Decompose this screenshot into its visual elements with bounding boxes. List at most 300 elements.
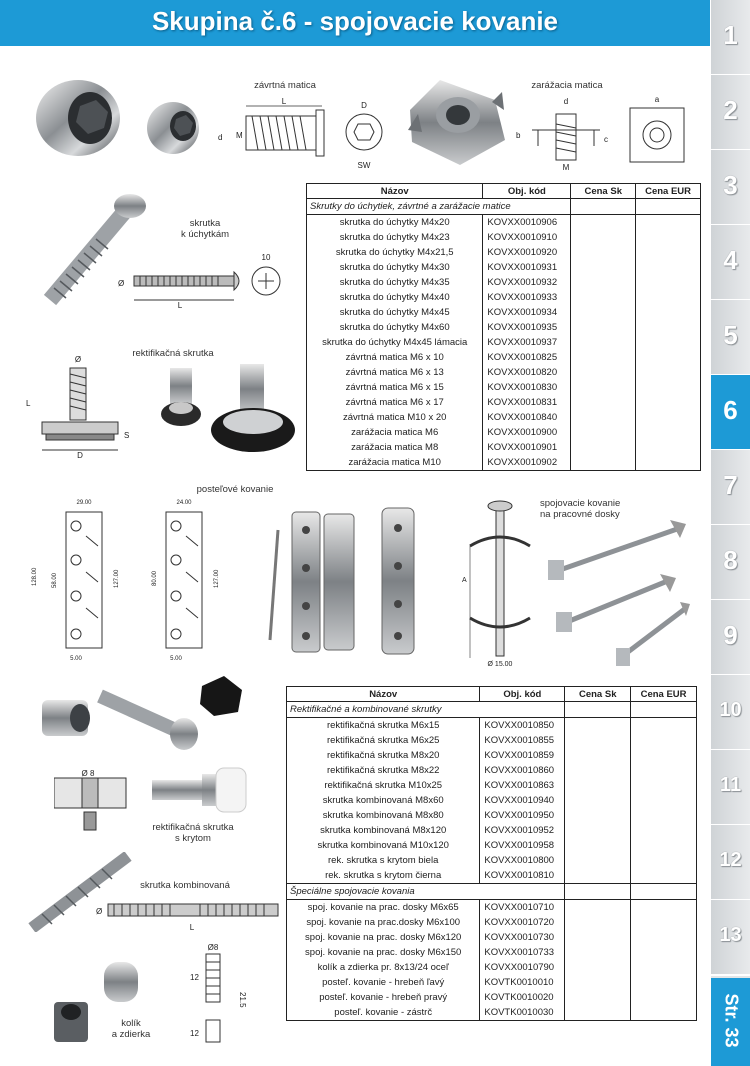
product-code: KOVXX0010720 bbox=[480, 915, 565, 930]
dim-label: d bbox=[218, 133, 223, 142]
product-code: KOVXX0010940 bbox=[480, 793, 565, 808]
table-row bbox=[307, 275, 701, 290]
chapter-tab-11[interactable] bbox=[711, 750, 750, 826]
leveling-screw-drawing bbox=[20, 350, 140, 460]
price-eur-cell bbox=[636, 335, 701, 350]
product-name: skrutka kombinovaná M10x120 bbox=[287, 838, 480, 853]
product-code: KOVXX0010937 bbox=[483, 335, 571, 350]
price-eur-cell bbox=[631, 1005, 697, 1021]
price-sk-cell bbox=[571, 320, 636, 335]
caption-rektifikacna-skrutka: rektifikačná skrutka bbox=[132, 348, 214, 359]
price-sk-cell bbox=[565, 915, 631, 930]
dim-label: 127.00 bbox=[114, 569, 120, 588]
chapter-tab-label: 11 bbox=[719, 774, 742, 796]
price-sk-cell bbox=[571, 275, 636, 290]
product-code: KOVXX0010932 bbox=[483, 275, 571, 290]
product-code: KOVXX0010855 bbox=[480, 733, 565, 748]
price-sk-cell bbox=[565, 975, 631, 990]
product-name: skrutka do úchytky M4x23 bbox=[307, 230, 483, 245]
table-row bbox=[287, 990, 697, 1005]
caption-skrutka-kombinovana: skrutka kombinovaná bbox=[140, 880, 230, 891]
dim-label: a bbox=[654, 95, 660, 104]
chapter-tab-label: 3 bbox=[723, 170, 738, 200]
price-eur-cell bbox=[631, 823, 697, 838]
product-code: KOVTK0010030 bbox=[480, 1005, 565, 1021]
column-header: Cena Sk bbox=[565, 687, 631, 702]
dim-label: SW bbox=[357, 161, 371, 170]
price-sk-cell bbox=[565, 702, 631, 718]
product-code: KOVXX0010830 bbox=[483, 380, 571, 395]
price-eur-cell bbox=[631, 733, 697, 748]
dim-label: b bbox=[516, 131, 521, 140]
dim-label: 12 bbox=[190, 973, 199, 982]
dim-label: 80.00 bbox=[152, 570, 158, 586]
dim-label: 58.00 bbox=[52, 572, 58, 588]
table-row bbox=[307, 230, 701, 245]
price-eur-cell bbox=[631, 838, 697, 853]
price-sk-cell bbox=[565, 853, 631, 868]
caption-zarazacia-matica: zarážacia matica bbox=[531, 80, 603, 91]
chapter-tab-3[interactable] bbox=[711, 150, 750, 226]
product-code: KOVXX0010950 bbox=[480, 808, 565, 823]
price-sk-cell bbox=[571, 350, 636, 365]
chapter-tab-label: 10 bbox=[719, 699, 742, 721]
worktop-connector-drawing bbox=[450, 498, 550, 670]
column-header: Obj. kód bbox=[483, 184, 571, 199]
connector-section-drawing bbox=[54, 768, 134, 838]
price-sk-cell bbox=[565, 868, 631, 884]
dim-label: c bbox=[604, 135, 608, 144]
caption-line: skrutka bbox=[189, 218, 221, 229]
product-code: KOVXX0010910 bbox=[483, 230, 571, 245]
product-name: skrutka do úchytky M4x40 bbox=[307, 290, 483, 305]
chapter-tab-label: 9 bbox=[723, 620, 738, 650]
price-sk-cell bbox=[565, 718, 631, 734]
price-eur-cell bbox=[636, 380, 701, 395]
price-eur-cell bbox=[631, 808, 697, 823]
caption-line: a zdierka bbox=[111, 1029, 151, 1040]
product-code: KOVTK0010020 bbox=[480, 990, 565, 1005]
price-eur-cell bbox=[631, 868, 697, 884]
chapter-tab-label: 7 bbox=[723, 470, 738, 500]
product-name: skrutka kombinovaná M8x80 bbox=[287, 808, 480, 823]
price-eur-cell bbox=[636, 230, 701, 245]
caption-line: na pracovné dosky bbox=[540, 509, 620, 520]
bed-fitting-photo bbox=[262, 500, 452, 660]
price-sk-cell bbox=[565, 778, 631, 793]
product-name: spoj. kovanie na prac. dosky M6x65 bbox=[287, 900, 480, 916]
price-eur-cell bbox=[631, 884, 697, 900]
product-name: zarážacia matica M8 bbox=[307, 440, 483, 455]
table-row bbox=[287, 718, 697, 734]
product-code: KOVTK0010010 bbox=[480, 975, 565, 990]
dim-label: L bbox=[189, 923, 195, 932]
price-sk-cell bbox=[565, 900, 631, 916]
chapter-tabs bbox=[711, 0, 750, 1066]
dim-label: M bbox=[236, 131, 243, 140]
product-name: skrutka kombinovaná M8x60 bbox=[287, 793, 480, 808]
table-row bbox=[287, 930, 697, 945]
table-header-row bbox=[287, 687, 697, 702]
price-eur-cell bbox=[636, 245, 701, 260]
price-sk-cell bbox=[571, 395, 636, 410]
chapter-tab-9[interactable] bbox=[711, 600, 750, 676]
section-title: Skrutky do úchytiek, závrtné a zarážacie matice bbox=[307, 199, 571, 215]
dim-label: A bbox=[462, 577, 467, 584]
price-sk-cell bbox=[571, 410, 636, 425]
table-header-row bbox=[307, 184, 701, 199]
price-sk-cell bbox=[565, 748, 631, 763]
dim-label: 10 bbox=[261, 253, 271, 262]
chapter-tab-label: 1 bbox=[723, 20, 738, 50]
section-title: Špeciálne spojovacie kovania bbox=[287, 884, 565, 900]
product-name: rektifikačná skrutka M8x20 bbox=[287, 748, 480, 763]
chapter-tab-10[interactable] bbox=[711, 675, 750, 751]
price-sk-cell bbox=[565, 884, 631, 900]
table-row bbox=[307, 245, 701, 260]
dim-label: 24.00 bbox=[176, 500, 192, 506]
product-name: skrutka kombinovaná M8x120 bbox=[287, 823, 480, 838]
page-title: Skupina č.6 - spojovacie kovanie bbox=[151, 6, 559, 36]
chapter-tab-13[interactable] bbox=[711, 900, 750, 976]
column-header: Cena EUR bbox=[636, 184, 701, 199]
combined-screw-drawing bbox=[94, 894, 294, 934]
dim-label: Ø bbox=[96, 907, 103, 916]
dim-label: L bbox=[281, 97, 287, 106]
table-row bbox=[287, 945, 697, 960]
price-eur-cell bbox=[631, 930, 697, 945]
chapter-tab-4[interactable] bbox=[711, 225, 750, 301]
price-sk-cell bbox=[565, 733, 631, 748]
price-eur-cell bbox=[636, 215, 701, 231]
page-header bbox=[0, 0, 710, 46]
product-name: posteľ. kovanie - hrebeň pravý bbox=[287, 990, 480, 1005]
product-name: skrutka do úchytky M4x20 bbox=[307, 215, 483, 231]
table-row bbox=[307, 440, 701, 455]
product-name: závrtná matica M6 x 13 bbox=[307, 365, 483, 380]
table-row bbox=[307, 455, 701, 471]
caption-kolik-zdierka bbox=[106, 1018, 156, 1040]
price-eur-cell bbox=[631, 900, 697, 916]
product-name: skrutka do úchytky M4x45 bbox=[307, 305, 483, 320]
price-sk-cell bbox=[565, 1005, 631, 1021]
table-row bbox=[307, 365, 701, 380]
product-code: KOVXX0010810 bbox=[480, 868, 565, 884]
price-eur-cell bbox=[631, 945, 697, 960]
product-code: KOVXX0010790 bbox=[480, 960, 565, 975]
table-row bbox=[287, 900, 697, 916]
chapter-tab-label: 2 bbox=[723, 95, 738, 125]
price-sk-cell bbox=[571, 380, 636, 395]
caption-rektifikacna-s-krytom bbox=[138, 822, 248, 844]
product-name: spoj. kovanie na prac. dosky M6x120 bbox=[287, 930, 480, 945]
bed-fitting-drawing bbox=[22, 496, 262, 666]
price-eur-cell bbox=[636, 290, 701, 305]
price-sk-cell bbox=[565, 808, 631, 823]
product-name: posteľ. kovanie - zástrč bbox=[287, 1005, 480, 1021]
product-code: KOVXX0010900 bbox=[483, 425, 571, 440]
price-sk-cell bbox=[565, 945, 631, 960]
price-sk-cell bbox=[565, 823, 631, 838]
page-number-badge bbox=[711, 978, 750, 1066]
price-sk-cell bbox=[565, 960, 631, 975]
product-code: KOVXX0010906 bbox=[483, 215, 571, 231]
worktop-connector-photo bbox=[540, 520, 700, 670]
chapter-tab-7[interactable] bbox=[711, 450, 750, 526]
price-sk-cell bbox=[571, 365, 636, 380]
chapter-tab-label: 8 bbox=[723, 545, 738, 575]
section-row bbox=[287, 702, 697, 718]
product-code: KOVXX0010958 bbox=[480, 838, 565, 853]
price-sk-cell bbox=[571, 335, 636, 350]
price-sk-cell bbox=[571, 199, 636, 215]
price-sk-cell bbox=[571, 440, 636, 455]
product-code: KOVXX0010850 bbox=[480, 718, 565, 734]
product-name: skrutka do úchytky M4x21,5 bbox=[307, 245, 483, 260]
product-code: KOVXX0010952 bbox=[480, 823, 565, 838]
table-row bbox=[287, 1005, 697, 1021]
dim-label: 128.00 bbox=[32, 567, 38, 586]
dim-label: D bbox=[361, 101, 367, 110]
product-code: KOVXX0010730 bbox=[480, 930, 565, 945]
product-name: závrtná matica M10 x 20 bbox=[307, 410, 483, 425]
product-code: KOVXX0010931 bbox=[483, 260, 571, 275]
price-eur-cell bbox=[631, 990, 697, 1005]
price-sk-cell bbox=[571, 290, 636, 305]
section-row bbox=[287, 884, 697, 900]
caption-line: k úchytkám bbox=[180, 229, 230, 240]
price-sk-cell bbox=[571, 455, 636, 471]
price-sk-cell bbox=[565, 763, 631, 778]
column-header: Názov bbox=[307, 184, 483, 199]
product-code: KOVXX0010859 bbox=[480, 748, 565, 763]
chapter-tab-5[interactable] bbox=[711, 300, 750, 376]
price-eur-cell bbox=[636, 425, 701, 440]
price-eur-cell bbox=[631, 748, 697, 763]
table-row bbox=[307, 305, 701, 320]
price-eur-cell bbox=[631, 975, 697, 990]
price-eur-cell bbox=[631, 915, 697, 930]
caption-zavrtna-matica: závrtná matica bbox=[254, 80, 316, 91]
price-eur-cell bbox=[631, 793, 697, 808]
product-code: KOVXX0010840 bbox=[483, 410, 571, 425]
chapter-tab-12[interactable] bbox=[711, 825, 750, 901]
product-name: skrutka do úchytky M4x30 bbox=[307, 260, 483, 275]
price-sk-cell bbox=[571, 245, 636, 260]
chapter-tab-8[interactable] bbox=[711, 525, 750, 601]
dim-label: M bbox=[562, 163, 570, 172]
product-name: skrutka do úchytky M4x45 lámacia bbox=[307, 335, 483, 350]
product-name: rektifikačná skrutka M6x25 bbox=[287, 733, 480, 748]
product-table-1 bbox=[306, 183, 701, 471]
product-code: KOVXX0010901 bbox=[483, 440, 571, 455]
price-sk-cell bbox=[565, 838, 631, 853]
table-row bbox=[287, 960, 697, 975]
table-row bbox=[287, 838, 697, 853]
column-header: Názov bbox=[287, 687, 480, 702]
product-name: skrutka do úchytky M4x35 bbox=[307, 275, 483, 290]
section-title: Rektifikačné a kombinované skrutky bbox=[287, 702, 565, 718]
dim-label: Ø bbox=[74, 355, 82, 364]
caption-line: s krytom bbox=[175, 833, 211, 844]
price-sk-cell bbox=[571, 260, 636, 275]
zarazacia-matica-drawing bbox=[508, 94, 698, 174]
product-name: rek. skrutka s krytom čierna bbox=[287, 868, 480, 884]
dim-label: d bbox=[563, 97, 569, 106]
caption-postelove-kovanie: posteľové kovanie bbox=[196, 484, 274, 495]
price-eur-cell bbox=[631, 718, 697, 734]
product-code: KOVXX0010800 bbox=[480, 853, 565, 868]
dowel-drawing bbox=[180, 940, 260, 1046]
caption-spojovacie-kovanie bbox=[540, 498, 645, 520]
caption-line: kolík bbox=[121, 1018, 141, 1029]
table-row bbox=[287, 793, 697, 808]
insert-nut-photo bbox=[28, 70, 228, 160]
table-row bbox=[307, 380, 701, 395]
dim-label: 21.5 bbox=[238, 992, 247, 1008]
chapter-tab-1[interactable] bbox=[711, 0, 750, 76]
price-eur-cell bbox=[631, 763, 697, 778]
price-eur-cell bbox=[636, 260, 701, 275]
product-name: rektifikačná skrutka M10x25 bbox=[287, 778, 480, 793]
price-eur-cell bbox=[636, 365, 701, 380]
product-code: KOVXX0010825 bbox=[483, 350, 571, 365]
price-sk-cell bbox=[565, 990, 631, 1005]
price-eur-cell bbox=[636, 410, 701, 425]
tee-nut-photo bbox=[400, 70, 515, 170]
price-eur-cell bbox=[636, 440, 701, 455]
handle-screw-drawing bbox=[110, 250, 290, 310]
dim-label: D bbox=[77, 451, 83, 460]
product-code: KOVXX0010831 bbox=[483, 395, 571, 410]
chapter-tab-label: 4 bbox=[723, 245, 738, 275]
chapter-tab-label: 5 bbox=[723, 320, 738, 350]
product-name: závrtná matica M6 x 10 bbox=[307, 350, 483, 365]
product-name: závrtná matica M6 x 15 bbox=[307, 380, 483, 395]
price-sk-cell bbox=[565, 793, 631, 808]
table-row bbox=[287, 915, 697, 930]
table-row bbox=[287, 975, 697, 990]
price-eur-cell bbox=[636, 199, 701, 215]
price-sk-cell bbox=[571, 215, 636, 231]
product-code: KOVXX0010733 bbox=[480, 945, 565, 960]
product-name: rektifikačná skrutka M6x15 bbox=[287, 718, 480, 734]
table-row bbox=[287, 808, 697, 823]
price-sk-cell bbox=[571, 425, 636, 440]
dim-label: Ø 8 bbox=[81, 769, 95, 778]
product-code: KOVXX0010934 bbox=[483, 305, 571, 320]
dim-label: S bbox=[124, 431, 130, 440]
dim-label: L bbox=[26, 399, 31, 408]
product-name: závrtná matica M6 x 17 bbox=[307, 395, 483, 410]
caption-line: rektifikačná skrutka bbox=[152, 822, 234, 833]
dim-label: 12 bbox=[190, 1029, 199, 1038]
price-eur-cell bbox=[631, 853, 697, 868]
product-table-2 bbox=[286, 686, 697, 1021]
product-code: KOVXX0010935 bbox=[483, 320, 571, 335]
price-eur-cell bbox=[631, 778, 697, 793]
product-code: KOVXX0010920 bbox=[483, 245, 571, 260]
table-row bbox=[307, 215, 701, 231]
dim-label: L bbox=[177, 301, 183, 310]
product-code: KOVXX0010902 bbox=[483, 455, 571, 471]
table-row bbox=[307, 350, 701, 365]
product-name: kolík a zdierka pr. 8x13/24 oceľ bbox=[287, 960, 480, 975]
table-row bbox=[287, 733, 697, 748]
covered-leveling-screw-photo bbox=[142, 760, 262, 820]
column-header: Cena Sk bbox=[571, 184, 636, 199]
caption-line: spojovacie kovanie bbox=[540, 498, 621, 509]
product-code: KOVXX0010933 bbox=[483, 290, 571, 305]
chapter-tab-label: 13 bbox=[719, 924, 742, 946]
price-eur-cell bbox=[636, 395, 701, 410]
chapter-tab-label: 12 bbox=[719, 849, 742, 871]
price-eur-cell bbox=[636, 320, 701, 335]
product-name: spoj. kovanie na prac.dosky M6x100 bbox=[287, 915, 480, 930]
product-name: rektifikačná skrutka M8x22 bbox=[287, 763, 480, 778]
table-row bbox=[307, 260, 701, 275]
product-name: spoj. kovanie na prac. dosky M6x150 bbox=[287, 945, 480, 960]
product-code: KOVXX0010820 bbox=[483, 365, 571, 380]
table-row bbox=[307, 425, 701, 440]
dim-label: 127.00 bbox=[214, 569, 220, 588]
connector-bolt-photo bbox=[34, 672, 244, 762]
leveling-screw-photo bbox=[150, 360, 310, 460]
price-eur-cell bbox=[636, 305, 701, 320]
chapter-tab-label: 6 bbox=[723, 395, 738, 425]
table-row bbox=[287, 748, 697, 763]
price-eur-cell bbox=[636, 350, 701, 365]
price-sk-cell bbox=[565, 930, 631, 945]
product-name: skrutka do úchytky M4x60 bbox=[307, 320, 483, 335]
table-row bbox=[287, 763, 697, 778]
table-row bbox=[287, 778, 697, 793]
table-row bbox=[307, 410, 701, 425]
table-row bbox=[307, 320, 701, 335]
dim-label: 5.00 bbox=[170, 656, 182, 662]
dim-label: 5.00 bbox=[70, 656, 82, 662]
table-row bbox=[287, 853, 697, 868]
zavrtna-matica-drawing bbox=[212, 96, 392, 176]
product-code: KOVXX0010860 bbox=[480, 763, 565, 778]
dim-label: Ø 15.00 bbox=[487, 661, 513, 668]
chapter-tab-6[interactable] bbox=[711, 375, 750, 451]
column-header: Cena EUR bbox=[631, 687, 697, 702]
product-name: zarážacia matica M10 bbox=[307, 455, 483, 471]
product-name: posteľ. kovanie - hrebeň ľavý bbox=[287, 975, 480, 990]
product-name: rek. skrutka s krytom biela bbox=[287, 853, 480, 868]
caption-skrutka-uchytkam bbox=[160, 218, 250, 240]
table-row bbox=[307, 395, 701, 410]
product-code: KOVXX0010710 bbox=[480, 900, 565, 916]
product-name: zarážacia matica M6 bbox=[307, 425, 483, 440]
column-header: Obj. kód bbox=[480, 687, 565, 702]
table-row bbox=[287, 823, 697, 838]
price-eur-cell bbox=[636, 275, 701, 290]
chapter-tab-2[interactable] bbox=[711, 75, 750, 151]
dim-label: Ø bbox=[118, 279, 125, 288]
dim-label: 29.00 bbox=[76, 500, 92, 506]
price-eur-cell bbox=[631, 960, 697, 975]
price-eur-cell bbox=[631, 702, 697, 718]
page-number: Str. 33 bbox=[721, 993, 742, 1048]
table-row bbox=[287, 868, 697, 884]
price-sk-cell bbox=[571, 305, 636, 320]
price-eur-cell bbox=[636, 455, 701, 471]
table-row bbox=[307, 335, 701, 350]
section-row bbox=[307, 199, 701, 215]
product-code: KOVXX0010863 bbox=[480, 778, 565, 793]
